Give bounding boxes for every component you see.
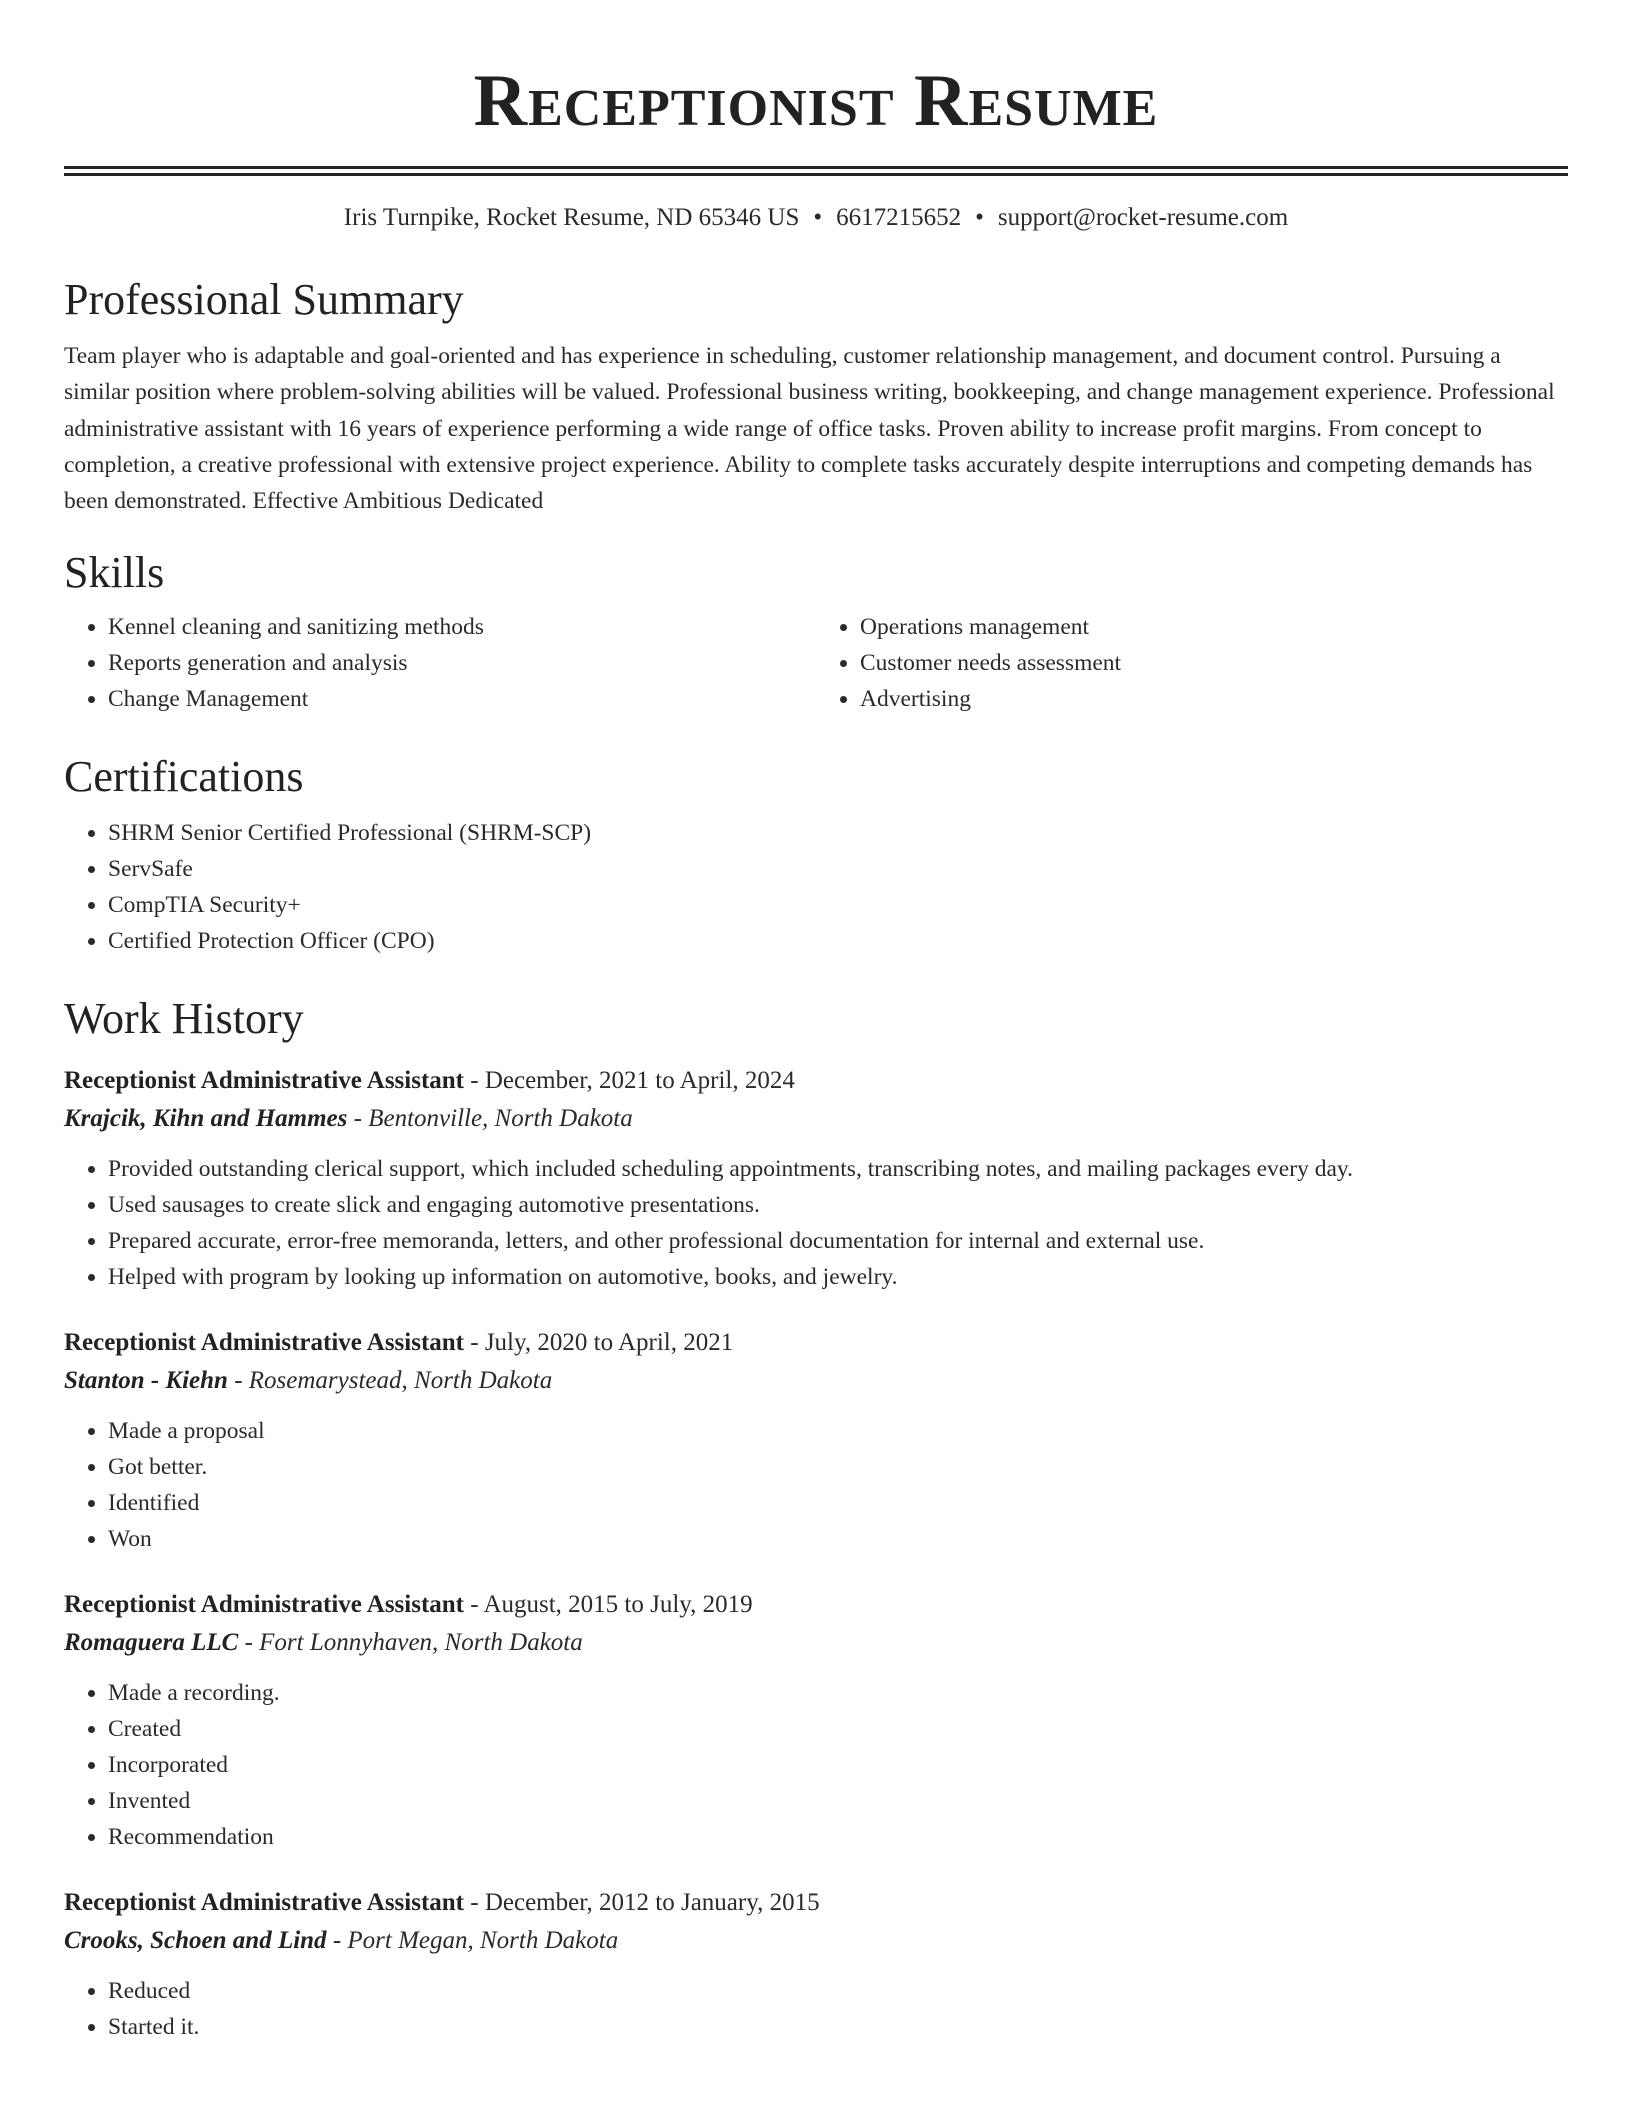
contact-line <box>64 202 1568 234</box>
job-entry <box>64 1063 1568 1295</box>
job-bullet: • Provided outstanding clerical support, which included scheduling appointments, transcribing notes, and mailing packages every day. <box>108 1151 1568 1187</box>
job-company: Crooks, Schoen and Lind <box>64 1927 327 1955</box>
job-entry <box>64 1885 1568 2045</box>
job-bullet: • Incorporated <box>108 1747 1568 1783</box>
job-company-line: Crooks, Schoen and Lind - Port Megan, North Dakota <box>64 1927 619 1955</box>
job-bullet: • Reduced <box>108 1973 1568 2009</box>
job-bullet: • Recommendation <box>108 1819 1568 1855</box>
section-heading-work-history: Work History <box>64 994 304 1044</box>
job-company-line: Krajcik, Kihn and Hammes - Bentonville, North Dakota <box>64 1105 633 1133</box>
job-title: Receptionist Administrative Assistant <box>64 1329 464 1357</box>
contact-separator: • <box>813 204 823 231</box>
contact-email[interactable]: support@rocket-resume.com <box>997 204 1289 231</box>
skill-item: • Change Management <box>108 681 816 717</box>
job-bullets <box>64 1413 1568 1557</box>
job-location: Port Megan, North Dakota <box>347 1927 619 1955</box>
job-title-line: Receptionist Administrative Assistant - July, 2020 to April, 2021 <box>64 1329 734 1357</box>
job-dates: December, 2021 to April, 2024 <box>484 1067 795 1095</box>
job-title-line: Receptionist Administrative Assistant - December, 2012 to January, 2015 <box>64 1889 820 1917</box>
job-company: Stanton - Kiehn <box>64 1367 228 1395</box>
job-title-line: Receptionist Administrative Assistant - December, 2021 to April, 2024 <box>64 1067 795 1095</box>
job-company-line: Stanton - Kiehn - Rosemarystead, North Dakota <box>64 1367 553 1395</box>
skills-grid <box>64 609 1568 717</box>
job-location: Rosemarystead, North Dakota <box>248 1367 553 1395</box>
skill-item: • Reports generation and analysis <box>108 645 816 681</box>
skill-item: • Kennel cleaning and sanitizing methods <box>108 609 816 645</box>
skill-item: • Operations management <box>860 609 1568 645</box>
job-bullet: • Invented <box>108 1783 1568 1819</box>
job-company-line: Romaguera LLC - Fort Lonnyhaven, North Dakota <box>64 1629 583 1657</box>
job-entry <box>64 1587 1568 1855</box>
job-dates: December, 2012 to January, 2015 <box>484 1889 820 1917</box>
contact-address: Iris Turnpike, Rocket Resume, ND 65346 US <box>343 204 800 231</box>
job-bullet: • Identified <box>108 1485 1568 1521</box>
job-dates: August, 2015 to July, 2019 <box>483 1591 753 1619</box>
job-bullet: • Got better. <box>108 1449 1568 1485</box>
job-bullets <box>64 1675 1568 1855</box>
job-bullet: • Used sausages to create slick and engaging automotive presentations. <box>108 1187 1568 1223</box>
job-title: Receptionist Administrative Assistant <box>64 1067 464 1095</box>
job-title: Receptionist Administrative Assistant <box>64 1889 464 1917</box>
job-dates: July, 2020 to April, 2021 <box>484 1329 734 1357</box>
job-location: Bentonville, North Dakota <box>368 1105 633 1133</box>
contact-phone: 6617215652 <box>836 204 962 231</box>
job-bullet: • Created <box>108 1711 1568 1747</box>
job-location: Fort Lonnyhaven, North Dakota <box>259 1629 583 1657</box>
job-bullet: • Made a recording. <box>108 1675 1568 1711</box>
job-bullet: • Started it. <box>108 2009 1568 2045</box>
summary-text: Team player who is adaptable and goal-oriented and has experience in scheduling, customer relationship management, and document control. Pursuing a similar position where problem-solving abilities will be valued. Professional business writing, bookkeeping, and change management experience. Professional administrative assistant with 16 years of experience performing a wide range of office tasks. Proven ability to increase profit margins. From concept to completion, a creative professional with extensive project experience. Ability to complete tasks accurately despite interruptions and competing demands has been demonstrated. Effective Ambitious Dedicated <box>64 343 1555 515</box>
job-bullets <box>64 1973 1568 2045</box>
page-title: Receptionist Resume <box>473 60 1159 142</box>
certification-item: • SHRM Senior Certified Professional (SHRM-SCP) <box>108 815 1568 851</box>
certification-item: • ServSafe <box>108 851 1568 887</box>
section-heading-summary: Professional Summary <box>64 275 464 324</box>
skill-item: • Advertising <box>860 681 1568 717</box>
job-company: Krajcik, Kihn and Hammes <box>64 1105 348 1133</box>
section-heading-skills: Skills <box>64 548 165 598</box>
skills-list-right <box>816 609 1568 717</box>
job-bullet: • Won <box>108 1521 1568 1557</box>
contact-separator: • <box>975 204 984 231</box>
job-bullets <box>64 1151 1568 1295</box>
certification-item: • CompTIA Security+ <box>108 887 1568 923</box>
job-entry <box>64 1325 1568 1557</box>
section-heading-certifications: Certifications <box>64 752 304 802</box>
job-company: Romaguera LLC <box>64 1629 239 1657</box>
job-bullet: • Helped with program by looking up information on automotive, books, and jewelry. <box>108 1259 1568 1295</box>
certification-item: • Certified Protection Officer (CPO) <box>108 923 1568 959</box>
skill-item: • Customer needs assessment <box>860 645 1568 681</box>
job-bullet: • Made a proposal <box>108 1413 1568 1449</box>
job-bullet: • Prepared accurate, error-free memoranda, letters, and other professional documentation for internal and external use. <box>108 1223 1568 1259</box>
job-title-line: Receptionist Administrative Assistant - August, 2015 to July, 2019 <box>64 1591 753 1619</box>
skills-list-left <box>64 609 816 717</box>
job-title: Receptionist Administrative Assistant <box>64 1591 464 1619</box>
title-double-rule <box>64 166 1568 176</box>
certifications-list <box>64 815 1568 959</box>
